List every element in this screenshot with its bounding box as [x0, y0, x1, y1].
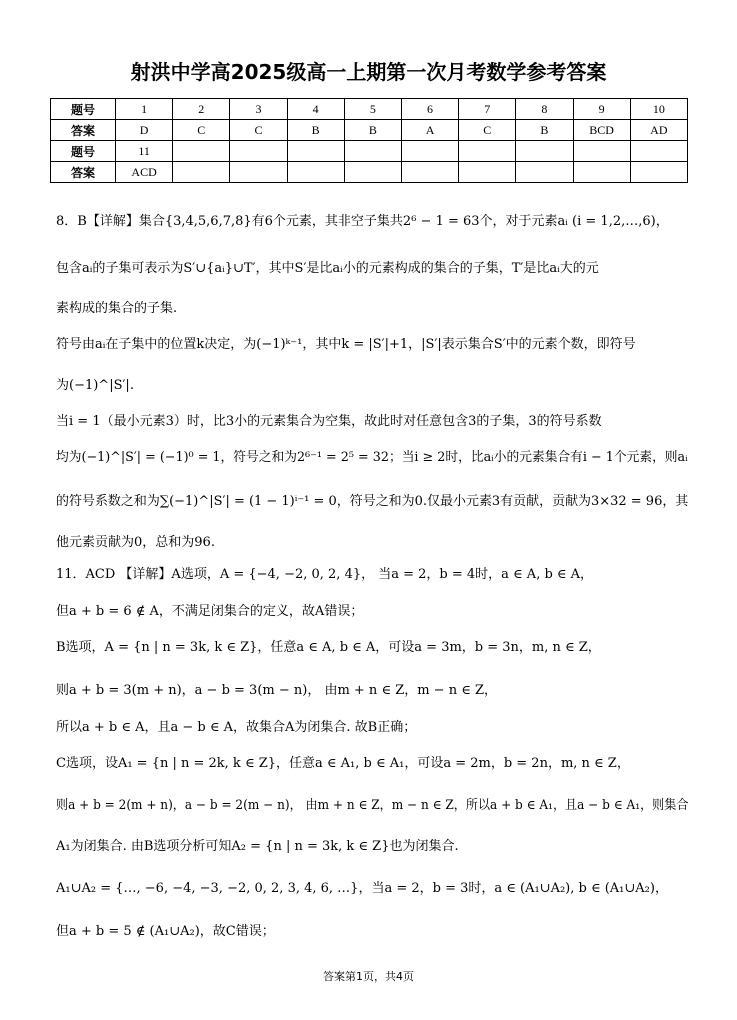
solution-line: 则a + b = 2(m + n)，a − b = 2(m − n)， 由m + n ∈ Z，m − n ∈ Z，所以a + b ∈ A₁，且a − b ∈ A₁，则集合 — [56, 798, 689, 813]
solution-line: 但a + b = 6 ∉ A，不满足闭集合的定义，故A错误； — [56, 604, 364, 619]
table-cell — [630, 141, 687, 162]
solution-line: 所以a + b ∈ A，且a − b ∈ A，故集合A为闭集合. 故B正确； — [56, 720, 417, 735]
table-cell: 6 — [401, 99, 458, 120]
header-label-cell: 题号 — [51, 141, 116, 162]
table-cell — [459, 141, 516, 162]
answer-label-cell: 答案 — [51, 120, 116, 141]
table-cell: 4 — [287, 99, 344, 120]
solution-line: 8．B【详解】集合{3,4,5,6,7,8}有6个元素，其非空子集共2⁶ − 1 = 63个，对于元素aᵢ (i = 1,2,…,6)， — [56, 214, 669, 229]
table-cell: AD — [630, 120, 687, 141]
table-row — [51, 120, 688, 141]
solution-line: 11．ACD 【详解】A选项，A = {−4, −2, 0, 2, 4}， 当a = 2，b = 4时，a ∈ A, b ∈ A， — [56, 567, 594, 582]
table-cell — [401, 141, 458, 162]
table-cell: C — [230, 120, 287, 141]
table-row — [51, 141, 688, 162]
table-cell: BCD — [573, 120, 630, 141]
table-cell — [344, 162, 401, 183]
table-cell: 11 — [116, 141, 173, 162]
table-cell — [230, 141, 287, 162]
table-cell: 3 — [230, 99, 287, 120]
table-cell — [573, 162, 630, 183]
table-cell — [287, 141, 344, 162]
table-row — [51, 99, 688, 120]
header-label-cell: 题号 — [51, 99, 116, 120]
solution-line: 均为(−1)^|S′| = (−1)⁰ = 1，符号之和为2⁶⁻¹ = 2⁵ = 32；当i ≥ 2时，比aᵢ小的元素集合有i − 1个元素，则aᵢ — [56, 450, 688, 465]
solution-line: 他元素贡献为0，总和为96. — [56, 535, 215, 550]
table-cell — [573, 141, 630, 162]
table-cell — [173, 162, 230, 183]
solution-line: 素构成的集合的子集. — [56, 301, 178, 316]
table-cell — [516, 141, 573, 162]
solution-line: 为(−1)^|S′|. — [56, 378, 134, 393]
table-cell — [173, 141, 230, 162]
table-cell: 5 — [344, 99, 401, 120]
table-cell: 9 — [573, 99, 630, 120]
page-title: 射洪中学高2025级高一上期第一次月考数学参考答案 — [130, 60, 607, 84]
solution-line: C选项，设A₁ = {n | n = 2k, k ∈ Z}，任意a ∈ A₁, b ∈ A₁，可设a = 2m，b = 2n，m, n ∈ Z， — [56, 756, 630, 771]
table-cell: B — [287, 120, 344, 141]
answer-table — [50, 98, 688, 183]
solution-line: 则a + b = 3(m + n)，a − b = 3(m − n)， 由m + n ∈ Z，m − n ∈ Z， — [56, 683, 498, 698]
table-cell — [459, 162, 516, 183]
table-cell: ACD — [116, 162, 173, 183]
table-cell: C — [173, 120, 230, 141]
table-cell — [630, 162, 687, 183]
table-cell: 2 — [173, 99, 230, 120]
solution-line: 包含aᵢ的子集可表示为S′∪{aᵢ}∪T′，其中S′是比aᵢ小的元素构成的集合的子集，T′是比aᵢ大的元 — [56, 261, 599, 276]
table-cell — [344, 141, 401, 162]
table-cell: 8 — [516, 99, 573, 120]
table-cell: A — [401, 120, 458, 141]
table-cell: 7 — [459, 99, 516, 120]
table-cell — [401, 162, 458, 183]
table-cell: D — [116, 120, 173, 141]
table-cell: B — [516, 120, 573, 141]
table-row — [51, 162, 688, 183]
solution-line: B选项，A = {n | n = 3k, k ∈ Z}，任意a ∈ A, b ∈ A，可设a = 3m，b = 3n，m, n ∈ Z， — [56, 640, 601, 655]
solution-line: A₁为闭集合. 由B选项分析可知A₂ = {n | n = 3k, k ∈ Z}也为闭集合. — [56, 839, 459, 854]
table-cell: C — [459, 120, 516, 141]
page-footer: 答案第1页，共4页 — [323, 970, 414, 983]
answer-label-cell: 答案 — [51, 162, 116, 183]
table-cell — [230, 162, 287, 183]
solution-line: A₁∪A₂ = {…, −6, −4, −3, −2, 0, 2, 3, 4, 6, …}，当a = 2，b = 3时，a ∈ (A₁∪A₂), b ∈ (A₁∪A₂)， — [56, 881, 668, 896]
table-cell — [287, 162, 344, 183]
solution-line: 当i = 1（最小元素3）时，比3小的元素集合为空集，故此时对任意包含3的子集，3的符号系数 — [56, 414, 602, 429]
table-cell: B — [344, 120, 401, 141]
solution-line: 的符号系数之和为∑(−1)^|S′| = (1 − 1)ⁱ⁻¹ = 0，符号之和为0.仅最小元素3有贡献，贡献为3×32 = 96，其 — [56, 494, 689, 509]
table-cell — [516, 162, 573, 183]
solution-line: 符号由aᵢ在子集中的位置k决定，为(−1)ᵏ⁻¹，其中k = |S′|+1，|S′|表示集合S′中的元素个数，即符号 — [56, 337, 636, 352]
solution-line: 但a + b = 5 ∉ (A₁∪A₂)，故C错误； — [56, 924, 275, 939]
table-cell: 1 — [116, 99, 173, 120]
table-cell: 10 — [630, 99, 687, 120]
